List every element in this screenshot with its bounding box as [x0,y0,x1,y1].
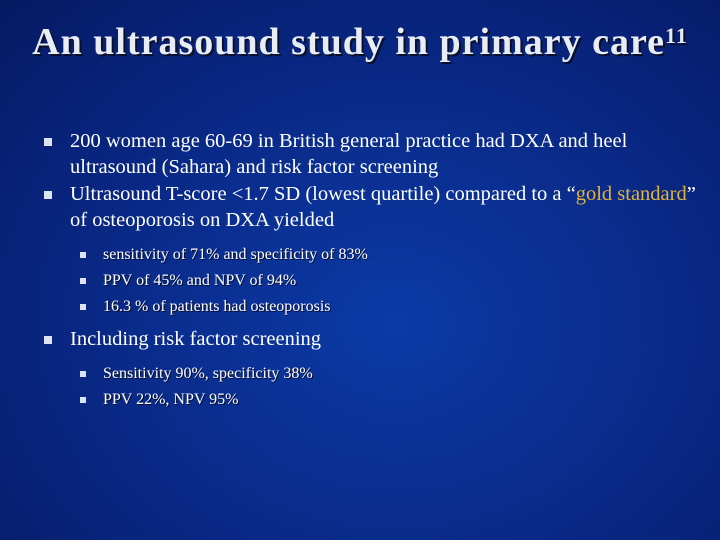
square-bullet-icon [80,371,86,377]
square-bullet-icon [80,252,86,258]
sub-bullet-text: 16.3 % of patients had osteoporosis [103,298,331,315]
sub-bullet-item [40,361,700,387]
square-bullet-icon [44,191,52,199]
sub-bullet-item [40,242,700,268]
bullet-text: 200 women age 60-69 in British general practice had DXA and heel ultrasound (Sahara) and risk factor screening [70,130,628,178]
bullet-list [40,128,700,413]
sub-bullet-text: Sensitivity 90%, specificity 38% [103,365,313,382]
bullet-text-after: ” of osteoporosis on DXA yielded [70,183,696,231]
bullet-item [40,326,700,352]
sub-bullet-item [40,268,700,294]
square-bullet-icon [44,336,52,344]
square-bullet-icon [80,397,86,403]
slide-title-text: An ultrasound study in primary care [32,21,666,63]
highlighted-text: gold standard [575,183,687,205]
square-bullet-icon [80,304,86,310]
sub-bullet-text: PPV of 45% and NPV of 94% [103,272,297,289]
title-footnote-ref: 11 [665,23,688,48]
bullet-text: Including risk factor screening [70,328,322,350]
bullet-text-before: Ultrasound T-score <1.7 SD (lowest quartile) compared to a “ [70,183,576,205]
square-bullet-icon [44,138,52,146]
slide-title [20,18,700,66]
sub-bullet-text: sensitivity of 71% and specificity of 83% [103,246,368,263]
bullet-item [40,181,700,233]
square-bullet-icon [80,278,86,284]
bullet-item [40,128,700,180]
sub-bullet-item [40,294,700,320]
sub-bullet-text: PPV 22%, NPV 95% [103,391,239,408]
sub-bullet-item [40,387,700,413]
